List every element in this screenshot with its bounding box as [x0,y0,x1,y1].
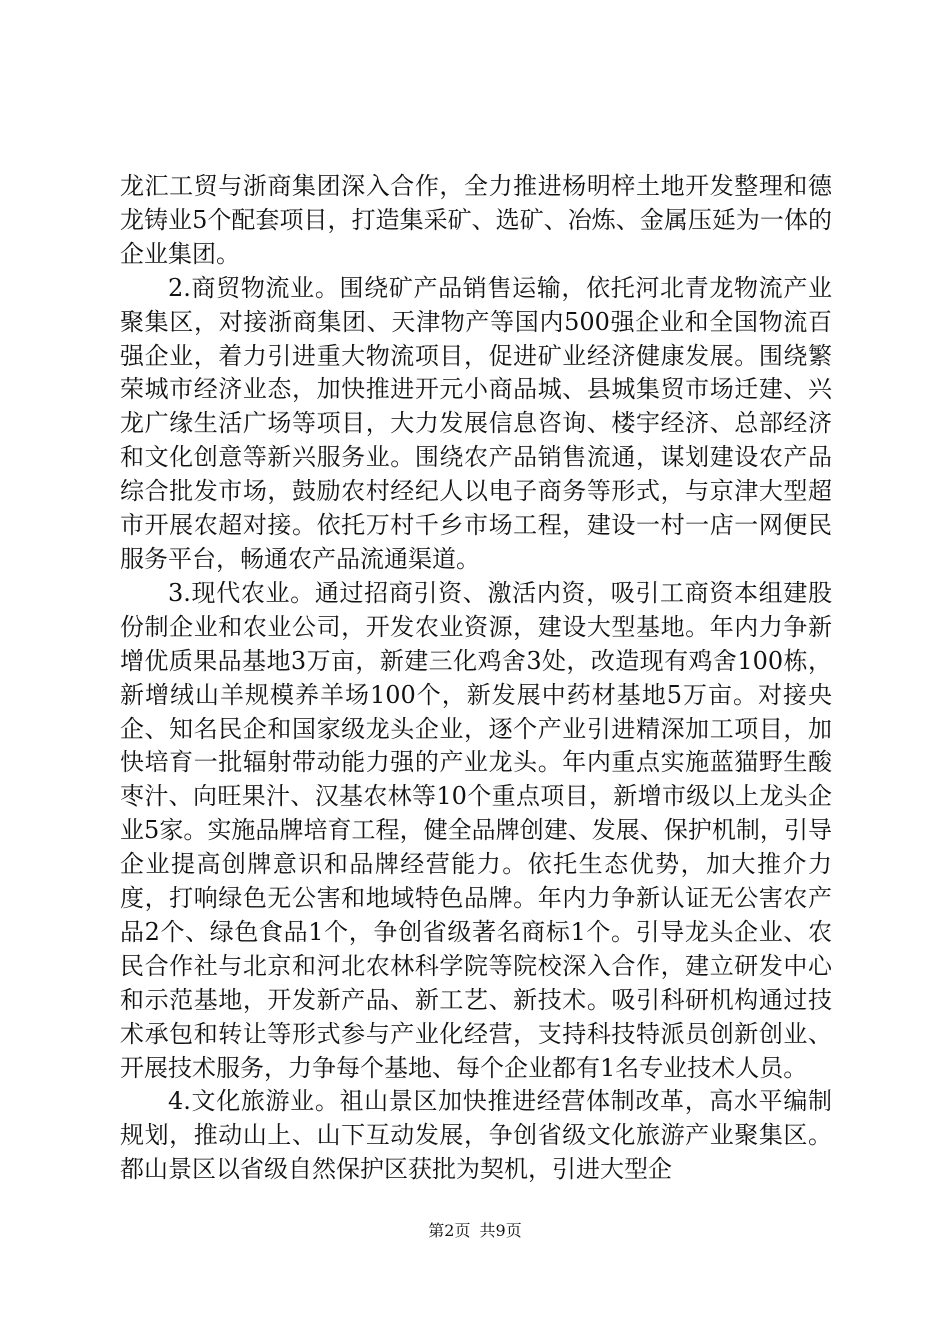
paragraph-culture-tourism: 4.文化旅游业。祖山景区加快推进经营体制改革，高水平编制规划，推动山上、山下互动发展，争创省级文化旅游产业聚集区。都山景区以省级自然保护区获批为契机，引进大型企 [120,1087,832,1184]
document-body [120,170,832,1187]
paragraph-continuation: 龙汇工贸与浙商集团深入合作，全力推进杨明梓土地开发整理和德龙铸业5个配套项目，打造集采矿、选矿、冶炼、金属压延为一体的企业集团。 [120,172,832,268]
page-total: 共9页 [479,1221,522,1240]
page-number: 第2页 [428,1221,471,1240]
page-footer [0,1218,950,1241]
paragraph-modern-agriculture: 3.现代农业。通过招商引资、激活内资，吸引工商资本组建股份制企业和农业公司，开发农业资源，建设大型基地。年内力争新增优质果品基地3万亩，新建三化鸡舍3处，改造现有鸡舍100栋，新增绒山羊规模养羊场100个，新发展中药材基地5万亩。对接央企、知名民企和国家级龙头企业，逐个产业引进精深加工项目，加快培育一批辐射带动能力强的产业龙头。年内重点实施蓝猫野生酸枣汁、向旺果汁、汉基农林等10个重点项目，新增市级以上龙头企业5家。实施品牌培育工程，健全品牌创建、发展、保护机制，引导企业提高创牌意识和品牌经营能力。依托生态优势，加大推介力度，打响绿色无公害和地域特色品牌。年内力争新认证无公害农产品2个、绿色食品1个，争创省级著名商标1个。引导龙头企业、农民合作社与北京和河北农林科学院等院校深入合作，建立研发中心和示范基地，开发新产品、新工艺、新技术。吸引科研机构通过技术承包和转让等形式参与产业化经营，支持科技特派员创新创业、开展技术服务，力争每个基地、每个企业都有1名专业技术人员。 [120,578,832,1082]
paragraph-commerce-logistics: 2.商贸物流业。围绕矿产品销售运输，依托河北青龙物流产业聚集区，对接浙商集团、天津物产等国内500强企业和全国物流百强企业，着力引进重大物流项目，促进矿业经济健康发展。围绕繁荣城市经济业态，加快推进开元小商品城、县城集贸市场迁建、兴龙广缘生活广场等项目，大力发展信息咨询、楼宇经济、总部经济和文化创意等新兴服务业。围绕农产品销售流通，谋划建设农产品综合批发市场，鼓励农村经纪人以电子商务等形式，与京津大型超市开展农超对接。依托万村千乡市场工程，建设一村一店一网便民服务平台，畅通农产品流通渠道。 [120,273,832,573]
